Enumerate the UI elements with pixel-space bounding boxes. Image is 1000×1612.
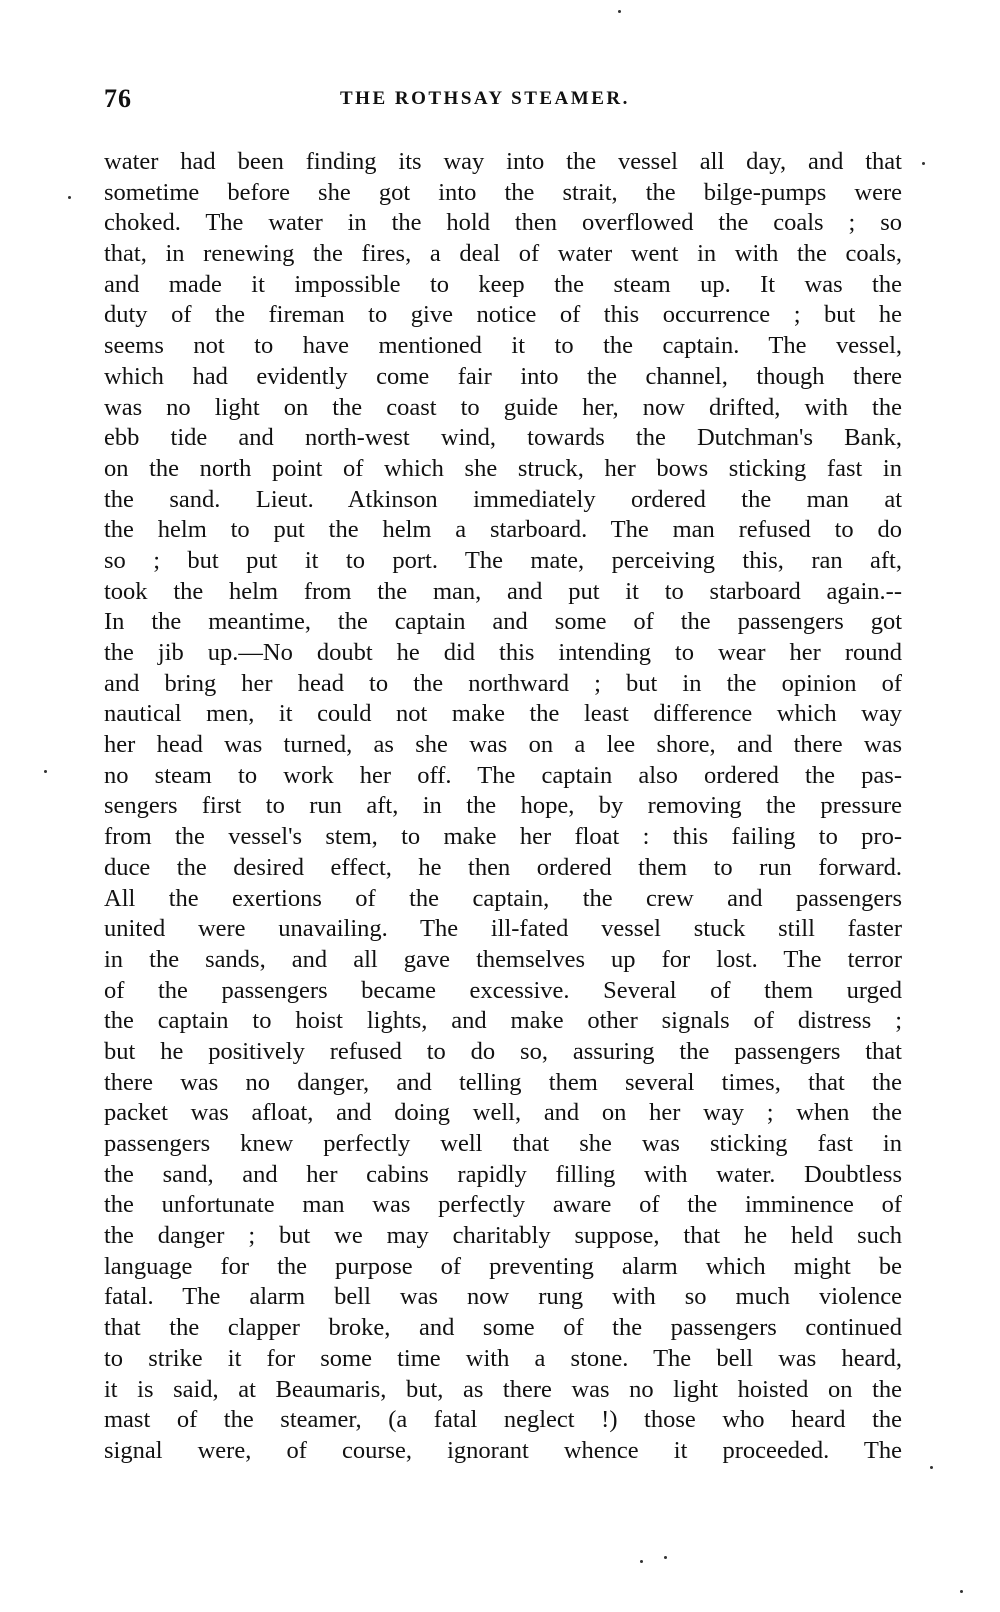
text-line: sometime before she got into the strait, the bilge-pumps were	[104, 178, 902, 206]
page-header	[104, 84, 902, 120]
text-line: packet was afloat, and doing well, and on her way ; when the	[104, 1099, 902, 1127]
text-line: fatal. The alarm bell was now rung with so much violence	[104, 1283, 902, 1311]
text-line: language for the purpose of preventing alarm which might be	[104, 1252, 902, 1280]
text-line: of the passengers became excessive. Several of them urged	[104, 976, 902, 1004]
text-line: In the meantime, the captain and some of the passengers got	[104, 608, 902, 636]
text-line: which had evidently come fair into the channel, though there	[104, 362, 902, 390]
text-line: so ; but put it to port. The mate, perceiving this, ran aft,	[104, 546, 902, 574]
text-line: seems not to have mentioned it to the captain. The vessel,	[104, 332, 902, 360]
text-line: that, in renewing the fires, a deal of water went in with the coals,	[104, 240, 902, 268]
text-line: no steam to work her off. The captain also ordered the pas-	[104, 761, 902, 789]
text-line: was no light on the coast to guide her, now drifted, with the	[104, 393, 902, 421]
text-line: on the north point of which she struck, her bows sticking fast in	[104, 454, 902, 482]
print-speck	[68, 196, 71, 199]
page-number: 76	[104, 84, 132, 113]
text-line: and made it impossible to keep the steam up. It was the	[104, 270, 902, 298]
text-line: it is said, at Beaumaris, but, as there was no light hoisted on the	[104, 1375, 902, 1403]
text-line: choked. The water in the hold then overflowed the coals ; so	[104, 209, 902, 237]
print-speck	[930, 1466, 933, 1469]
text-line: in the sands, and all gave themselves up for lost. The terror	[104, 945, 902, 973]
print-speck	[664, 1556, 667, 1559]
print-speck	[922, 162, 925, 165]
print-speck	[44, 770, 47, 773]
text-line: the jib up.—No doubt he did this intending to wear her round	[104, 639, 902, 666]
text-line: the danger ; but we may charitably suppose, that he held such	[104, 1222, 902, 1250]
print-speck	[640, 1560, 643, 1563]
body-text	[104, 147, 902, 1467]
print-speck	[618, 10, 621, 13]
text-line: that the clapper broke, and some of the passengers continued	[104, 1314, 902, 1342]
text-line: water had been finding its way into the vessel all day, and that	[104, 148, 902, 175]
text-line: mast of the steamer, (a fatal neglect !) those who heard the	[104, 1406, 902, 1434]
text-line: the unfortunate man was perfectly aware of the imminence of	[104, 1191, 902, 1219]
print-speck	[960, 1590, 963, 1593]
text-line: the sand, and her cabins rapidly filling with water. Doubtless	[104, 1160, 902, 1188]
text-line: the captain to hoist lights, and make other signals of distress ;	[104, 1007, 902, 1035]
text-line: united were unavailing. The ill-fated vessel stuck still faster	[104, 915, 902, 943]
text-line: ebb tide and north-west wind, towards the Dutchman's Bank,	[104, 424, 902, 452]
text-line: the sand. Lieut. Atkinson immediately ordered the man at	[104, 485, 902, 513]
text-line: but he positively refused to do so, assuring the passengers that	[104, 1037, 902, 1065]
text-line: from the vessel's stem, to make her float : this failing to pro-	[104, 823, 902, 851]
text-line: sengers first to run aft, in the hope, by removing the pressure	[104, 792, 902, 820]
text-line: nautical men, it could not make the least difference which way	[104, 700, 902, 728]
text-line: signal were, of course, ignorant whence it proceeded. The	[104, 1436, 902, 1464]
text-line: and bring her head to the northward ; but in the opinion of	[104, 669, 902, 697]
text-line: her head was turned, as she was on a lee shore, and there was	[104, 731, 902, 759]
running-title: THE ROTHSAY STEAMER.	[340, 88, 630, 109]
text-line: there was no danger, and telling them several times, that the	[104, 1068, 902, 1096]
text-line: duty of the fireman to give notice of this occurrence ; but he	[104, 301, 902, 329]
text-line: duce the desired effect, he then ordered them to run forward.	[104, 853, 902, 881]
text-line: to strike it for some time with a stone. The bell was heard,	[104, 1344, 902, 1372]
text-line: took the helm from the man, and put it to starboard again.--	[104, 577, 902, 605]
text-line: All the exertions of the captain, the crew and passengers	[104, 884, 902, 912]
text-line: the helm to put the helm a starboard. The man refused to do	[104, 516, 902, 544]
text-line: passengers knew perfectly well that she was sticking fast in	[104, 1130, 902, 1157]
